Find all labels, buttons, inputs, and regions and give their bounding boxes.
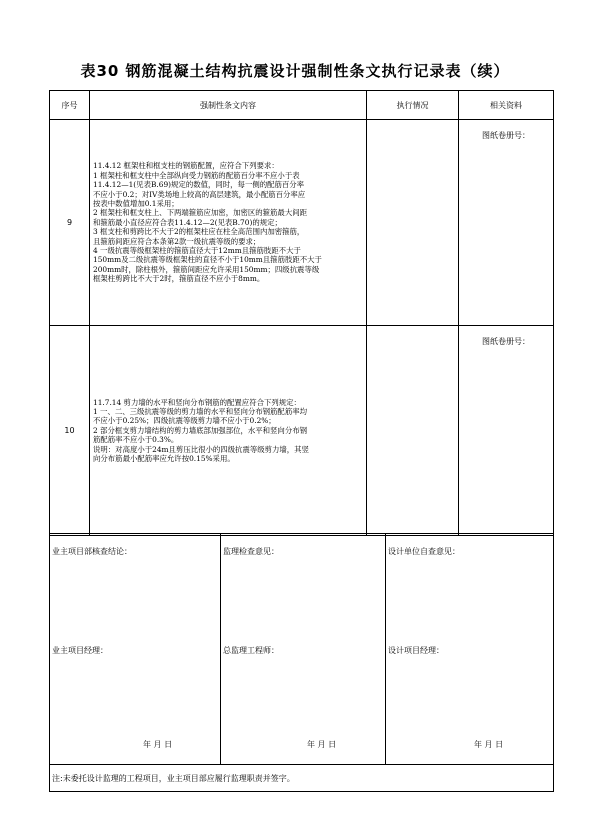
supervisor-date-label: 年 月 日 xyxy=(307,740,337,749)
footnote: 注:未委托设计监理的工程项目，业主项目部应履行监理职责并签字。 xyxy=(50,765,554,792)
header-reference: 相关资料 xyxy=(459,91,554,120)
header-content: 强制性条文内容 xyxy=(90,91,367,120)
owner-manager-label: 业主项目经理： xyxy=(52,646,108,655)
table-row xyxy=(50,326,554,536)
note-row xyxy=(50,765,554,792)
designer-date-label: 年 月 日 xyxy=(474,740,504,749)
signoff-table xyxy=(49,533,554,792)
header-execution: 执行情况 xyxy=(367,91,459,120)
owner-signoff-cell[interactable] xyxy=(50,534,221,765)
header-row xyxy=(50,91,554,120)
row-clause-content: 11.7.14 剪力墙的水平和竖向分布钢筋的配置应符合下列规定： 1 一、二、三级抗震等级的剪力墙的水平和竖向分布钢筋配筋率均 不应小于0.25%；四级抗震等级剪力墙不应小于0.2%； 2 部分框支剪力墙结构的剪力墙底部加强部位，水平和竖向分布钢 筋配筋率不应小于0.3%。 说明：对高度小于24m且剪压比很小的四级抗震等级剪力墙，其竖 向分布筋最小配筋率应允许按0.15%采用。 xyxy=(90,326,367,536)
designer-signoff-cell[interactable] xyxy=(386,534,554,765)
row-seq: 9 xyxy=(50,120,90,326)
owner-opinion-label: 业主项目部核查结论： xyxy=(52,547,132,556)
signoff-row xyxy=(50,534,554,765)
row-reference: 图纸卷册号： xyxy=(459,120,554,326)
designer-manager-label: 设计项目经理： xyxy=(388,646,444,655)
supervisor-signoff-cell[interactable] xyxy=(221,534,386,765)
table-row xyxy=(50,120,554,326)
row-execution-cell[interactable] xyxy=(367,326,459,536)
designer-opinion-label: 设计单位自查意见： xyxy=(388,547,460,556)
row-execution-cell[interactable] xyxy=(367,120,459,326)
supervisor-opinion-label: 监理检查意见： xyxy=(223,547,279,556)
header-seq: 序号 xyxy=(50,91,90,120)
row-seq: 10 xyxy=(50,326,90,536)
page-title: 表30 钢筋混凝土结构抗震设计强制性条文执行记录表（续） xyxy=(80,62,510,80)
row-clause-content: 11.4.12 框架柱和框支柱的钢筋配置，应符合下列要求： 1 框架柱和框支柱中全部纵向受力钢筋的配筋百分率不应小于表 11.4.12—1(见表B.69)规定的数值，同时，每一侧的配筋百分率 不应小于0.2；对IV类场地上较高的高层建筑，最小配筋百分率应 按表中数值增加0.1采用； 2 框架柱和框支柱上、下两端箍筋应加密，加密区的箍筋最大间距 和箍筋最小直径应符合表11.4.12—2(见表B.70)的规定； 3 框支柱和剪跨比不大于2的框架柱应在柱全高范围内加密箍筋， 且箍筋间距应符合本条第2款一级抗震等级的要求； 4 一级抗震等级框架柱的箍筋直径大于12mm且箍筋肢距不大于 150mm及二级抗震等级框架柱的直径不小于10mm且箍筋肢距不大于 200mm时，除柱根外，箍筋间距应允许采用150mm；四级抗震等级 框架柱剪跨比不大于2时，箍筋直径不应小于8mm。 xyxy=(90,120,367,326)
row-reference: 图纸卷册号： xyxy=(459,326,554,536)
record-table xyxy=(49,90,554,536)
owner-date-label: 年 月 日 xyxy=(143,740,173,749)
supervisor-manager-label: 总监理工程师： xyxy=(223,646,279,655)
